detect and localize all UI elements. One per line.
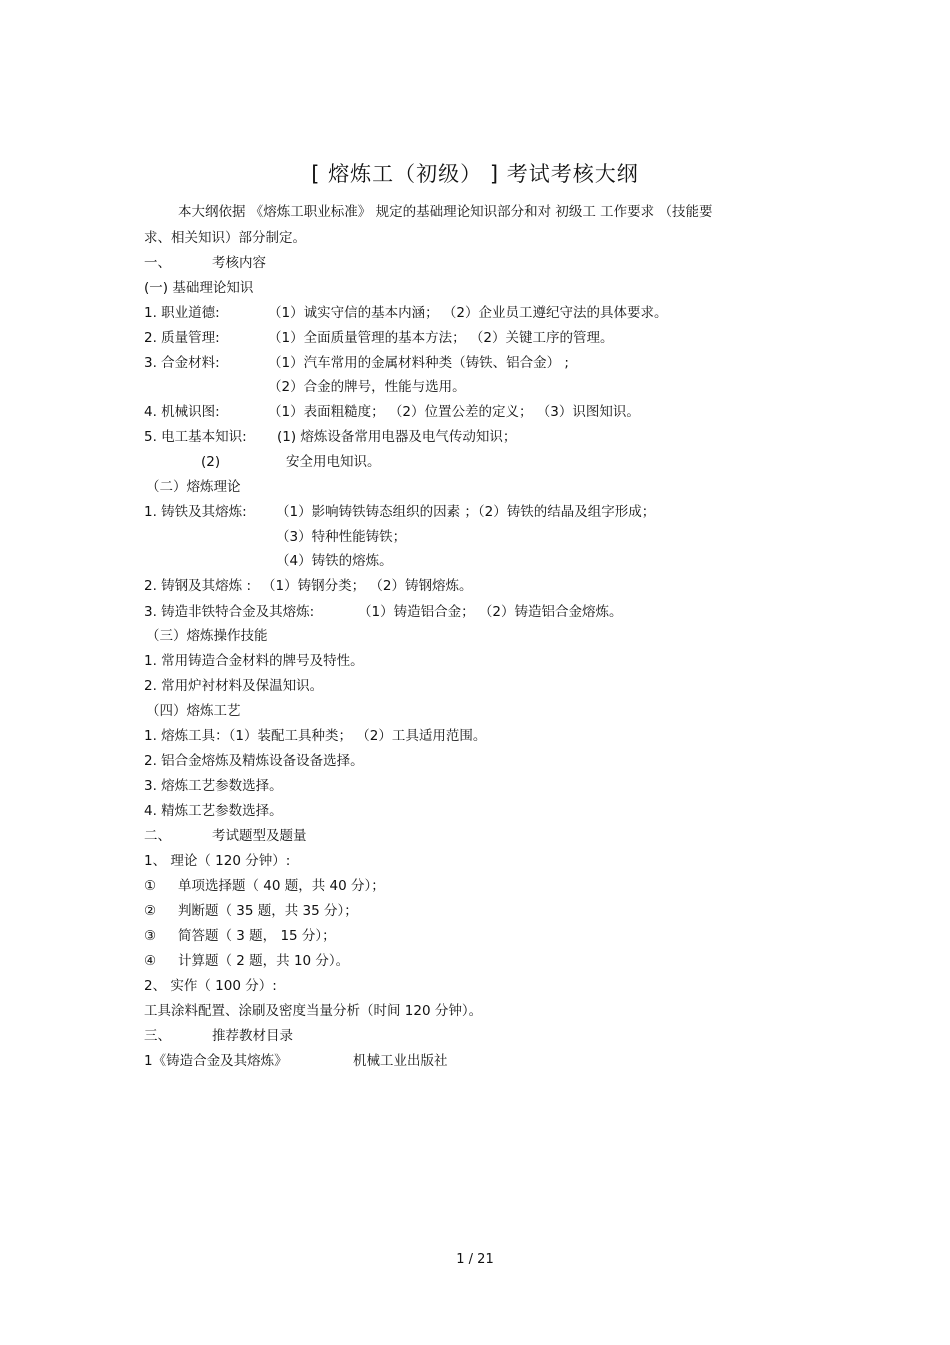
- item-text: 简答题（ 3 题， 15 分）；: [178, 928, 336, 944]
- book-name: 1《铸造合金及其熔炼》: [144, 1053, 288, 1069]
- subsection-1-heading: (一) 基础理论知识: [144, 280, 254, 296]
- item-text: （3）特种性能铸铁；: [276, 529, 407, 545]
- subsection-4-heading: （四）熔炼工艺: [146, 703, 241, 719]
- list-item: [144, 354, 844, 372]
- subsection-2-heading: （二）熔炼理论: [146, 479, 241, 495]
- page-title: [ 熔炼工（初级） ] 考试考核大纲: [311, 162, 639, 186]
- item-text: 单项选择题（ 40 题，共 40 分）；: [178, 878, 385, 894]
- book-publisher: 机械工业出版社: [353, 1053, 448, 1069]
- item-text: (1) 熔炼设备常用电器及电气传动知识；: [277, 429, 517, 445]
- list-item: 2. 铝合金熔炼及精炼设备设备选择。: [144, 753, 364, 769]
- list-item: [144, 428, 844, 446]
- intro-line-2: 求、相关知识）部分制定。: [144, 230, 306, 246]
- question-item: [144, 902, 644, 920]
- item-text: （1）铸钢分类； （2）铸钢熔炼。: [262, 578, 473, 594]
- item-label: 3. 铸造非铁特合金及其熔炼:: [144, 604, 315, 620]
- item-label: 3. 合金材料:: [144, 355, 220, 371]
- section-title: 考核内容: [212, 255, 266, 271]
- list-item: [144, 603, 844, 621]
- item-text: （1）铸造铝合金； （2）铸造铝合金熔炼。: [358, 604, 623, 620]
- item-text: 判断题（ 35 题，共 35 分）；: [178, 903, 358, 919]
- item-text: （1）全面质量管理的基本方法； （2）关键工序的管理。: [268, 330, 614, 346]
- item-label: 2. 质量管理:: [144, 330, 220, 346]
- section-2-heading: [144, 827, 307, 845]
- question-item: [144, 877, 644, 895]
- item-text: （1）诚实守信的基本内涵； （2）企业员工遵纪守法的具体要求。: [268, 305, 668, 321]
- item-marker: ①: [144, 878, 157, 894]
- item-marker: ③: [144, 928, 157, 944]
- list-item: 3. 熔炼工艺参数选择。: [144, 778, 283, 794]
- item-label: 1. 职业道德:: [144, 305, 220, 321]
- list-item: 1. 熔炼工具：（1）装配工具种类； （2）工具适用范围。: [144, 728, 487, 744]
- question-item: [144, 927, 644, 945]
- list-item: [144, 503, 844, 521]
- list-item: 1. 常用铸造合金材料的牌号及特性。: [144, 653, 364, 669]
- list-item: [144, 329, 844, 347]
- intro-line-1: 本大纲依据 《熔炼工职业标准》 规定的基础理论知识部分和对 初级工 工作要求 （技能要: [178, 204, 713, 220]
- book-item: [144, 1052, 644, 1070]
- section-1-heading: [144, 254, 266, 272]
- item-text: （4）铸铁的熔炼。: [276, 553, 393, 569]
- item-text: （1）影响铸铁铸态组织的因素 ；（2）铸铁的结晶及组字形成；: [276, 504, 656, 520]
- item-label: 2. 铸钢及其熔炼 :: [144, 578, 252, 594]
- item-text: 安全用电知识。: [286, 454, 381, 470]
- section-title: 推荐教材目录: [212, 1028, 293, 1044]
- section-number: 一、: [144, 255, 171, 271]
- item-marker: ②: [144, 903, 157, 919]
- list-item: [144, 577, 844, 595]
- list-item: 2. 常用炉衬材料及保温知识。: [144, 678, 324, 694]
- item-text: （1）表面粗糙度； （2）位置公差的定义； （3）识图知识。: [268, 404, 640, 420]
- section-3-heading: [144, 1027, 293, 1045]
- practice-description: 工具涂料配置、涂刷及密度当量分析（时间 120 分钟）。: [144, 1003, 483, 1019]
- subsection-3-heading: （三）熔炼操作技能: [146, 628, 268, 644]
- item-label: (2): [201, 454, 221, 470]
- theory-heading: 1、 理论（ 120 分钟）:: [144, 853, 291, 869]
- item-text: 计算题（ 2 题，共 10 分）。: [178, 953, 350, 969]
- list-item: [201, 453, 801, 471]
- item-text: （2）合金的牌号，性能与选用。: [268, 379, 466, 395]
- page-number: 1 / 21: [456, 1252, 494, 1267]
- item-label: 1. 铸铁及其熔炼:: [144, 504, 247, 520]
- list-item: [144, 304, 844, 322]
- item-label: 5. 电工基本知识:: [144, 429, 247, 445]
- section-number: 二、: [144, 828, 171, 844]
- item-marker: ④: [144, 953, 157, 969]
- list-item: [144, 403, 844, 421]
- practice-heading: 2、 实作（ 100 分）:: [144, 978, 277, 994]
- item-label: 4. 机械识图:: [144, 404, 220, 420]
- question-item: [144, 952, 644, 970]
- section-number: 三、: [144, 1028, 171, 1044]
- item-text: （1）汽车常用的金属材料种类（铸铁、铝合金） ;: [268, 355, 569, 371]
- section-title: 考试题型及题量: [212, 828, 307, 844]
- list-item: 4. 精炼工艺参数选择。: [144, 803, 283, 819]
